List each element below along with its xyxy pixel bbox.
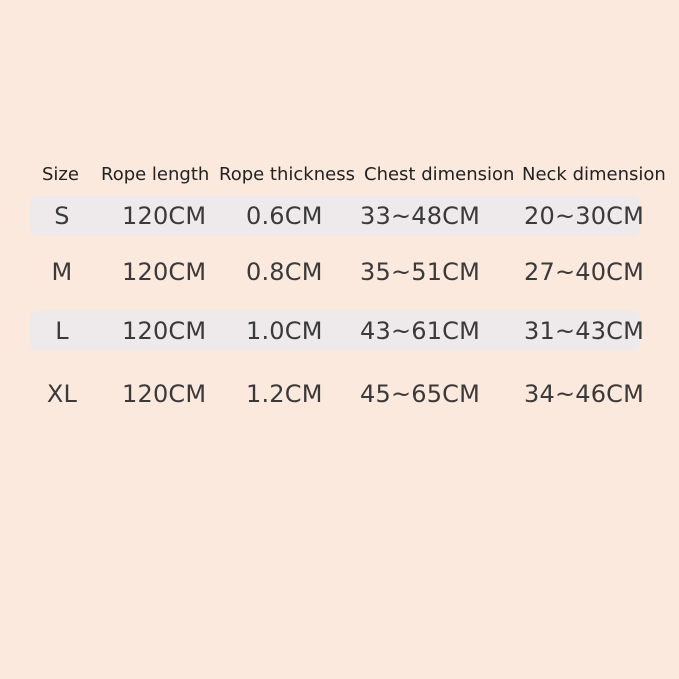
cell-neck-dimension: 34~46CM — [524, 380, 645, 408]
cell-rope-length: 120CM — [122, 258, 207, 286]
cell-rope-thickness: 1.2CM — [246, 380, 323, 408]
cell-chest-dimension: 35~51CM — [360, 258, 481, 286]
cell-chest-dimension: 45~65CM — [360, 380, 481, 408]
header-size: Size — [42, 164, 79, 185]
header-chest-dimension: Chest dimension — [364, 164, 515, 185]
header-rope-length: Rope length — [101, 164, 210, 185]
cell-size: XL — [46, 380, 78, 408]
cell-size: L — [55, 317, 69, 345]
cell-size: M — [51, 258, 73, 286]
cell-chest-dimension: 43~61CM — [360, 317, 481, 345]
table-row — [0, 311, 679, 351]
cell-rope-length: 120CM — [122, 202, 207, 230]
cell-chest-dimension: 33~48CM — [360, 202, 481, 230]
header-neck-dimension: Neck dimension — [522, 164, 666, 185]
cell-rope-length: 120CM — [122, 317, 207, 345]
header-rope-thickness: Rope thickness — [219, 164, 355, 185]
cell-size: S — [54, 202, 70, 230]
cell-rope-length: 120CM — [122, 380, 207, 408]
cell-neck-dimension: 31~43CM — [524, 317, 645, 345]
cell-rope-thickness: 1.0CM — [246, 317, 323, 345]
cell-neck-dimension: 27~40CM — [524, 258, 645, 286]
cell-rope-thickness: 0.6CM — [246, 202, 323, 230]
table-header-row — [0, 160, 679, 190]
table-row — [0, 252, 679, 292]
cell-neck-dimension: 20~30CM — [524, 202, 645, 230]
table-row — [0, 196, 679, 236]
cell-rope-thickness: 0.8CM — [246, 258, 323, 286]
table-row — [0, 374, 679, 414]
